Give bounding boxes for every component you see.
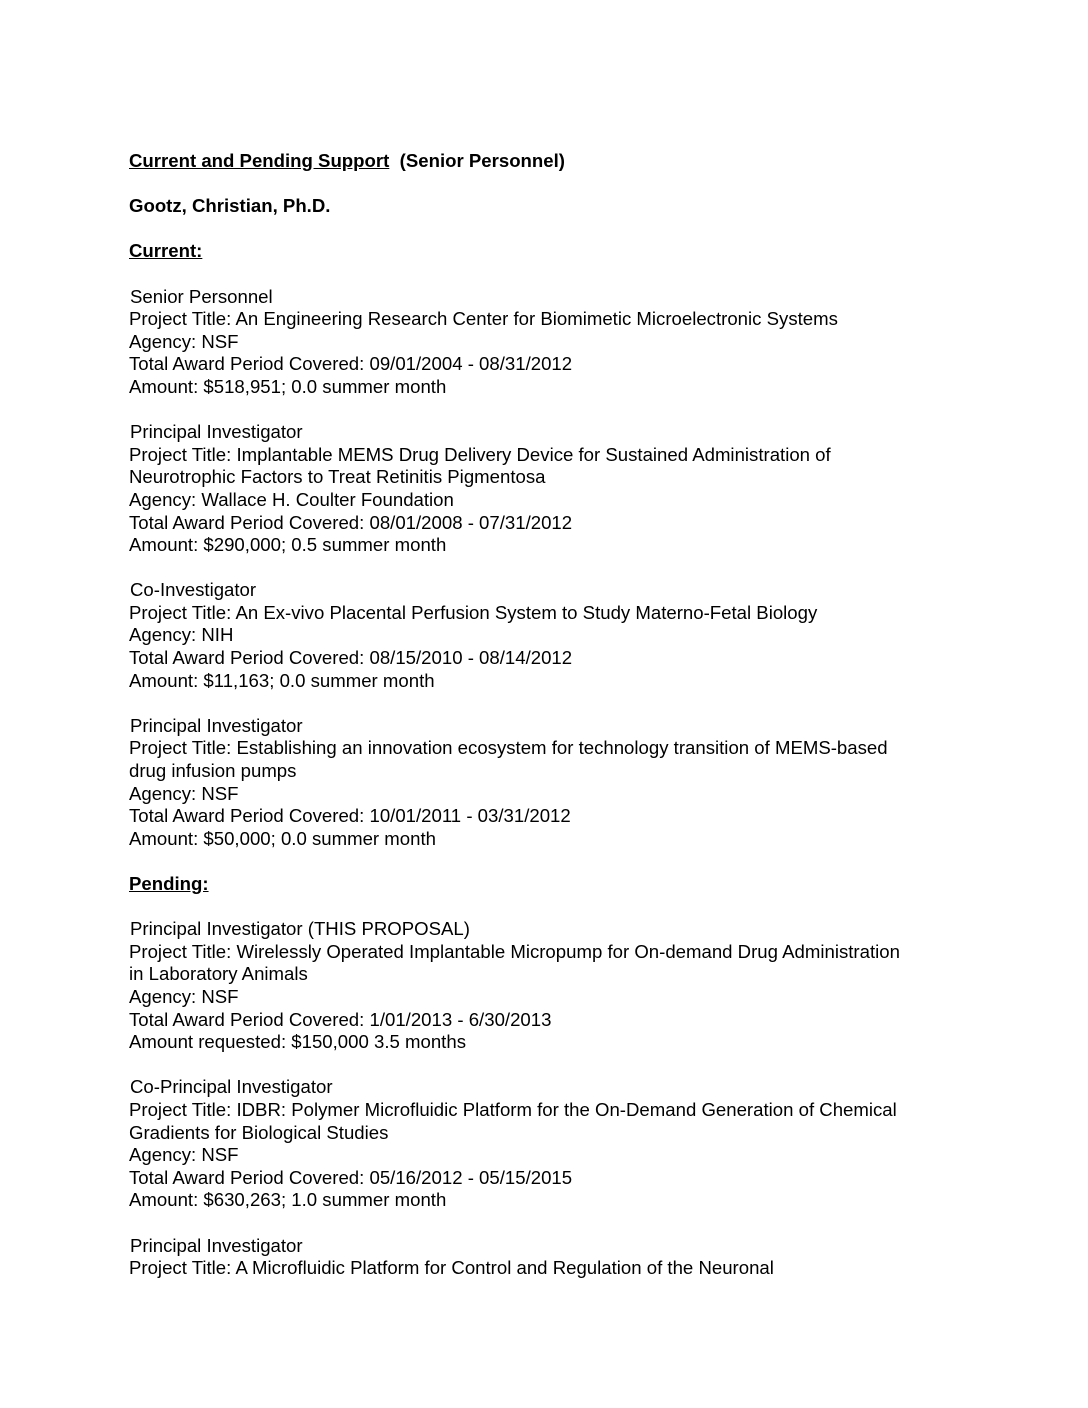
entry-project-title: Project Title: A Microfluidic Platform for Control and Regulation of the Neuronal bbox=[129, 1257, 774, 1279]
entry-period: Total Award Period Covered: 09/01/2004 - 08/31/2012 bbox=[129, 353, 573, 375]
entry-project-title: Project Title: Implantable MEMS Drug Delivery Device for Sustained Administration of bbox=[129, 443, 831, 465]
entry-period: Total Award Period Covered: 10/01/2011 - 03/31/2012 bbox=[129, 805, 571, 827]
entry-amount: Amount: $518,951; 0.0 summer month bbox=[129, 375, 447, 397]
entry-project-title: Project Title: An Ex-vivo Placental Perfusion System to Study Materno-Fetal Biology bbox=[129, 601, 818, 623]
entry-role: Co-Principal Investigator bbox=[130, 1076, 333, 1098]
entry-project-title: Project Title: An Engineering Research Center for Biomimetic Microelectronic Systems bbox=[129, 308, 838, 330]
person-name: Gootz, Christian, Ph.D. bbox=[129, 195, 331, 217]
entry-amount: Amount: $630,263; 1.0 summer month bbox=[129, 1189, 447, 1211]
pending-entry bbox=[129, 918, 959, 1054]
entry-amount: Amount: $290,000; 0.5 summer month bbox=[129, 534, 447, 556]
entry-project-title-continued: Gradients for Biological Studies bbox=[129, 1121, 389, 1143]
entry-amount: Amount: $50,000; 0.0 summer month bbox=[129, 827, 436, 849]
entry-project-title: Project Title: IDBR: Polymer Microfluidic Platform for the On-Demand Generation of Chemical bbox=[129, 1098, 897, 1120]
current-section-label: Current: bbox=[129, 240, 203, 262]
document-heading bbox=[129, 150, 959, 173]
entry-role: Principal Investigator bbox=[130, 421, 303, 443]
pending-section-label: Pending: bbox=[129, 873, 209, 894]
entry-role: Senior Personnel bbox=[130, 285, 273, 307]
document-page bbox=[129, 150, 959, 1280]
entry-role: Principal Investigator (THIS PROPOSAL) bbox=[130, 918, 470, 940]
entry-agency: Agency: NSF bbox=[129, 985, 239, 1007]
entry-period: Total Award Period Covered: 08/15/2010 - 08/14/2012 bbox=[129, 647, 573, 669]
entry-agency: Agency: NIH bbox=[129, 624, 234, 646]
entry-period: Total Award Period Covered: 1/01/2013 - 6/30/2013 bbox=[129, 1008, 552, 1030]
entry-period: Total Award Period Covered: 08/01/2008 - 07/31/2012 bbox=[129, 511, 573, 533]
entry-role: Co-Investigator bbox=[130, 579, 257, 601]
entry-project-title-continued: drug infusion pumps bbox=[129, 760, 297, 782]
document-title: Current and Pending Support bbox=[129, 150, 390, 171]
pending-entry bbox=[129, 1076, 959, 1212]
current-entry bbox=[129, 715, 959, 851]
current-section-header bbox=[129, 240, 959, 263]
pending-section-header bbox=[129, 873, 959, 896]
current-entry bbox=[129, 579, 959, 692]
entry-project-title: Project Title: Establishing an innovation ecosystem for technology transition of MEMS-based bbox=[129, 737, 888, 759]
entry-agency: Agency: NSF bbox=[129, 782, 239, 804]
pending-entry bbox=[129, 1235, 959, 1280]
entry-agency: Agency: NSF bbox=[129, 1144, 239, 1166]
entry-agency: Agency: NSF bbox=[129, 330, 239, 352]
entry-period: Total Award Period Covered: 05/16/2012 - 05/15/2015 bbox=[129, 1166, 573, 1188]
document-subtitle: (Senior Personnel) bbox=[399, 150, 565, 171]
entry-project-title: Project Title: Wirelessly Operated Implantable Micropump for On-demand Drug Administration bbox=[129, 940, 900, 962]
current-entry bbox=[129, 421, 959, 557]
current-entry bbox=[129, 286, 959, 399]
entry-amount: Amount: $11,163; 0.0 summer month bbox=[129, 669, 435, 691]
entry-project-title-continued: Neurotrophic Factors to Treat Retinitis Pigmentosa bbox=[129, 466, 546, 488]
entry-role: Principal Investigator bbox=[130, 1234, 303, 1256]
entry-agency: Agency: Wallace H. Coulter Foundation bbox=[129, 488, 454, 510]
entry-project-title-continued: in Laboratory Animals bbox=[129, 963, 308, 985]
entry-role: Principal Investigator bbox=[130, 714, 303, 736]
entry-amount: Amount requested: $150,000 3.5 months bbox=[129, 1031, 466, 1053]
